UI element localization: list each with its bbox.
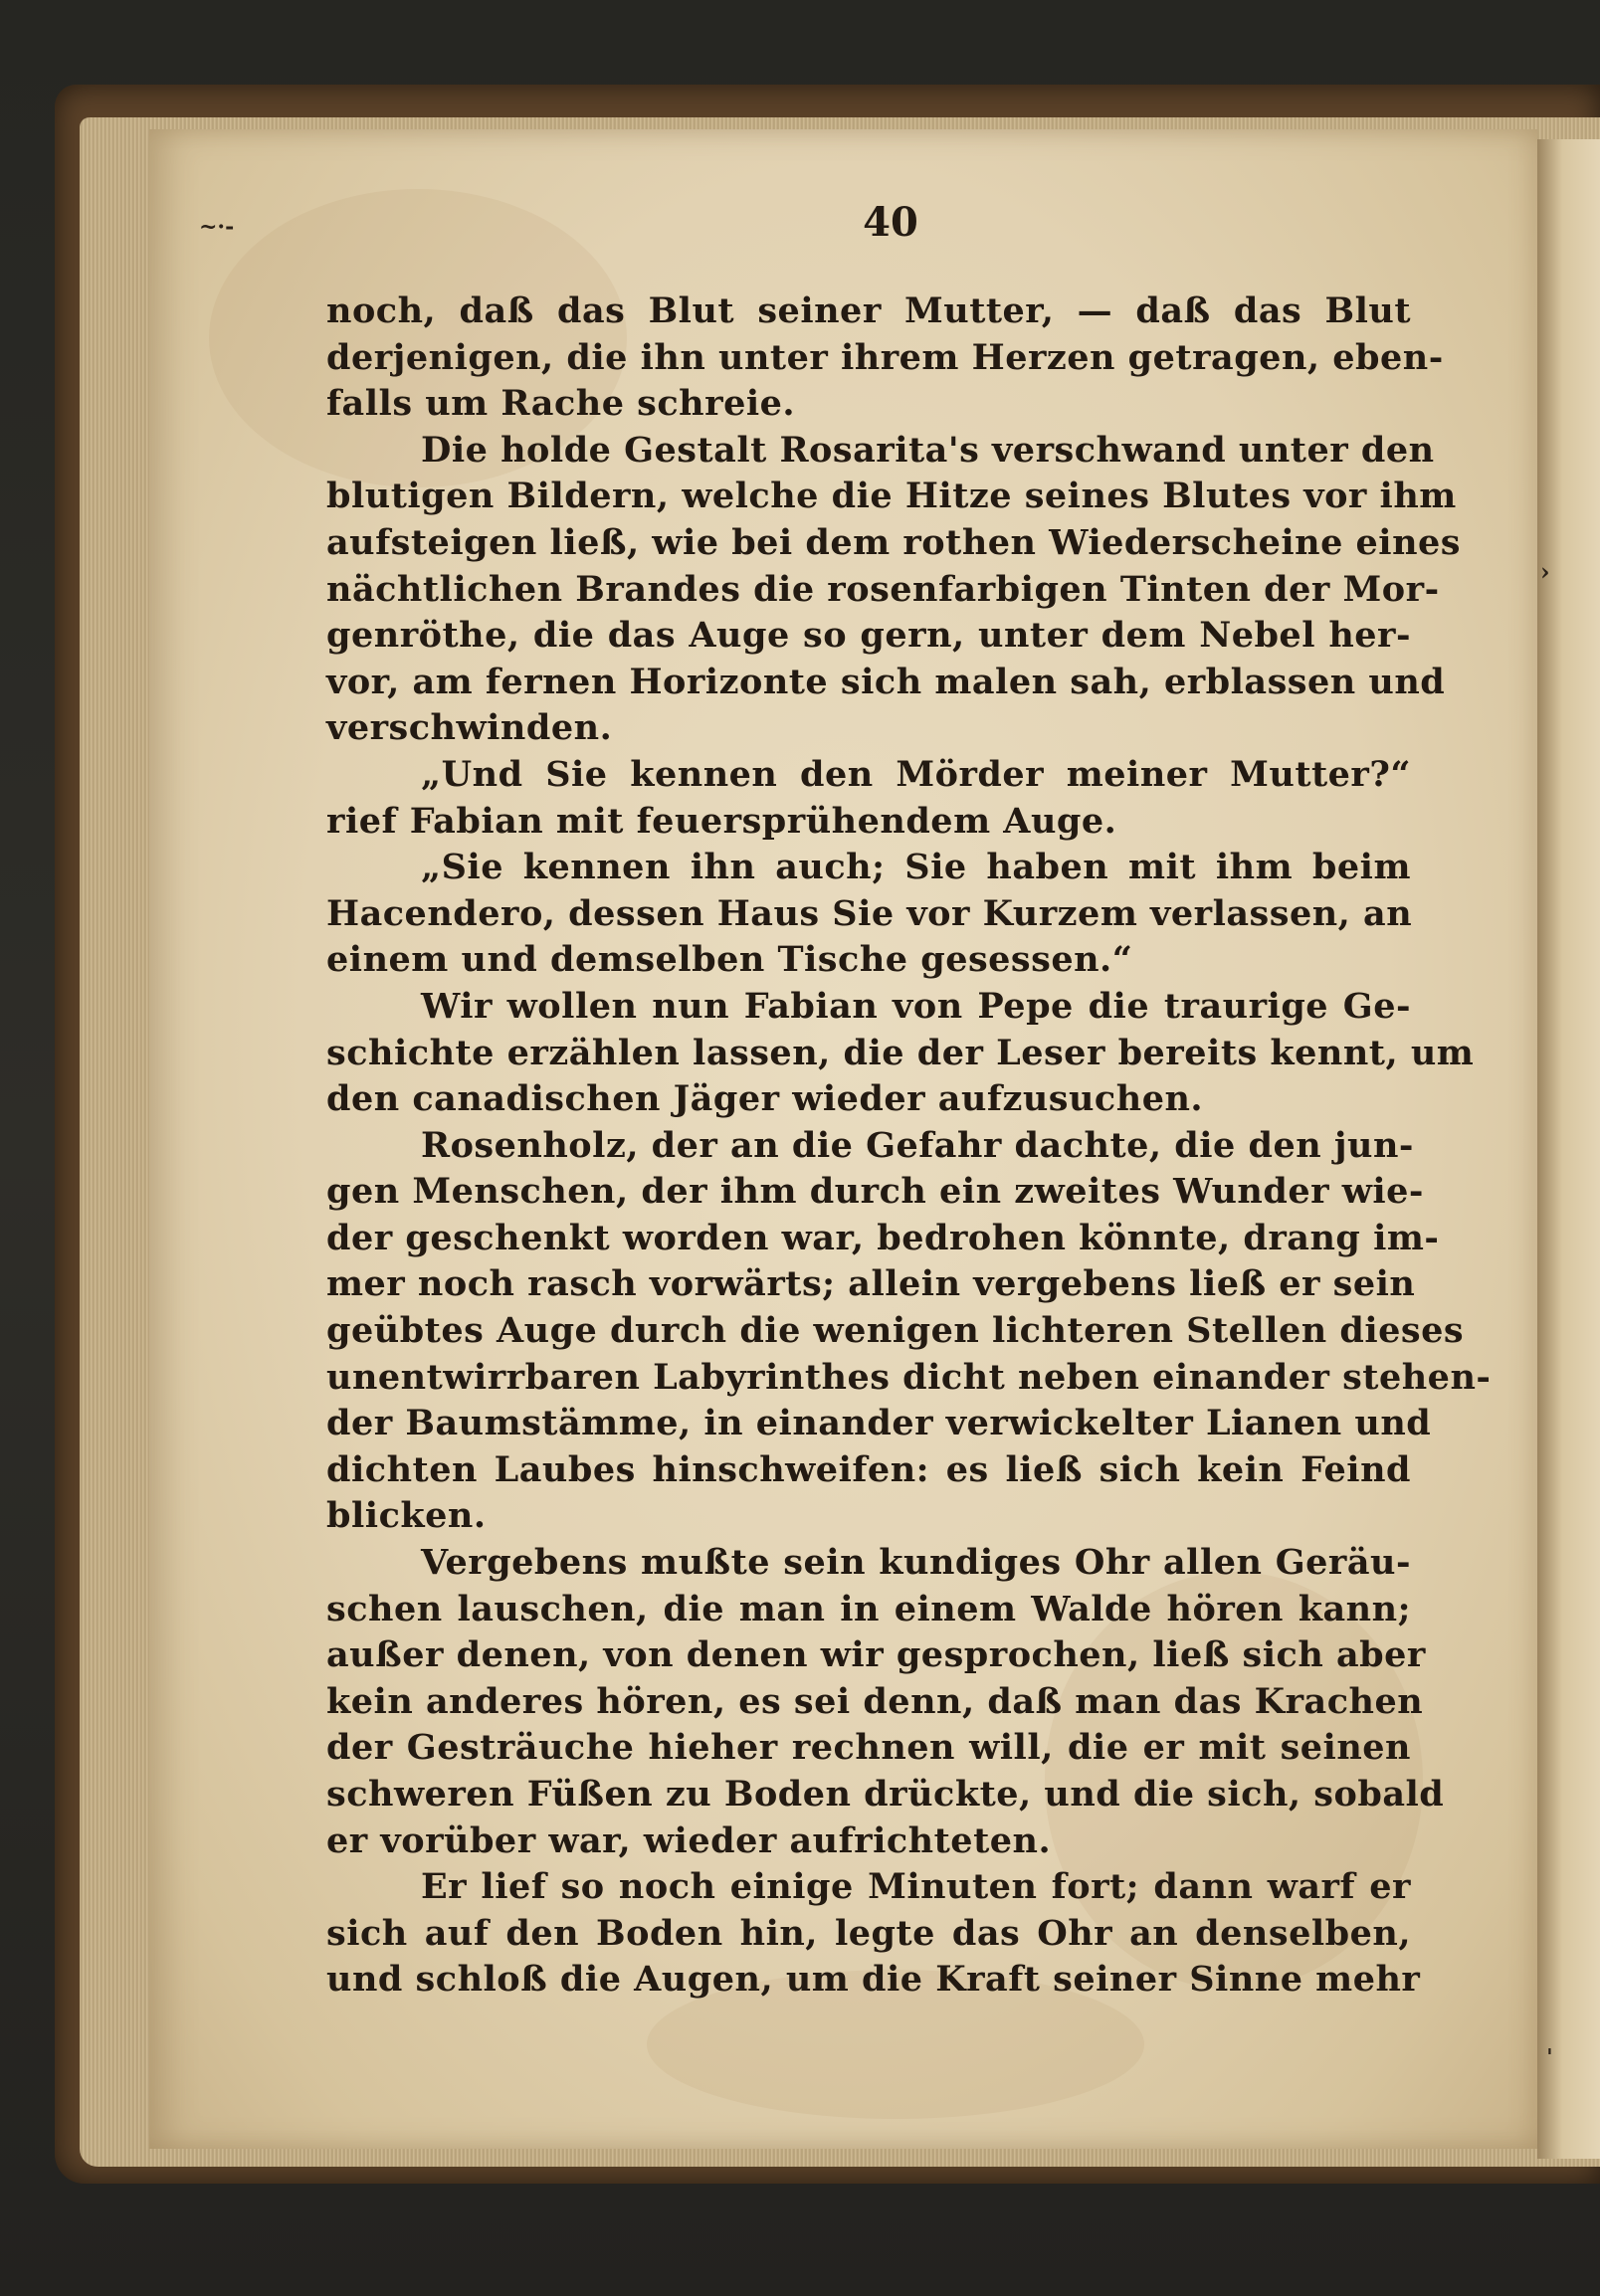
text-line: Hacendero, dessen Haus Sie vor Kurzem verlassen, an (326, 892, 1413, 934)
text-line: unentwirrbaren Labyrinthes dicht neben einander stehen- (326, 1356, 1492, 1398)
text-line: einem und demselben Tische gesessen.“ (326, 939, 1133, 981)
text-line: geübtes Auge durch die wenigen lichteren Stellen dieses (326, 1310, 1465, 1352)
text-line: schweren Füßen zu Boden drückte, und die sich, sobald (326, 1774, 1445, 1815)
text-line: der geschenkt worden war, bedrohen könnte, drang im- (326, 1217, 1440, 1258)
text-line: und schloß die Augen, um die Kraft seiner Sinne mehr (326, 1959, 1421, 2001)
facing-page-edge (1537, 139, 1600, 2159)
text-line: aufsteigen ließ, wie bei dem rothen Wiederscheine eines (326, 521, 1462, 563)
text-line: „Und Sie kennen den Mörder meiner Mutter?“ (421, 753, 1411, 795)
text-line: genröthe, die das Auge so gern, unter dem Nebel her- (326, 615, 1411, 657)
text-line: er vorüber war, wieder aufrichteten. (326, 1819, 1052, 1861)
ink-mark: › (1540, 557, 1550, 586)
page-number: 40 (863, 199, 918, 246)
text-line: rief Fabian mit feuersprühendem Auge. (326, 800, 1117, 842)
text-line: mer noch rasch vorwärts; allein vergebens ließ er sein (326, 1263, 1416, 1305)
text-line: außer denen, von denen wir gesprochen, ließ sich aber (326, 1634, 1426, 1676)
body-text (326, 288, 1492, 2004)
text-line: derjenigen, die ihn unter ihrem Herzen getragen, eben- (326, 336, 1444, 378)
text-line: Wir wollen nun Fabian von Pepe die traurige Ge- (421, 985, 1411, 1027)
text-line: Er lief so noch einige Minuten fort; dann warf er (421, 1866, 1411, 1908)
text-line: blutigen Bildern, welche die Hitze seines Blutes vor ihm (326, 476, 1457, 517)
text-line: gen Menschen, der ihm durch ein zweites Wunder wie- (326, 1171, 1424, 1213)
ink-mark: ~·- (199, 214, 235, 240)
text-line: kein anderes hören, es sei denn, daß man das Krachen (326, 1680, 1424, 1722)
text-line: dichten Laubes hinschweifen: es ließ sich kein Feind (326, 1448, 1411, 1490)
text-line: Vergebens mußte sein kundiges Ohr allen Geräu- (421, 1542, 1411, 1584)
text-line: schen lauschen, die man in einem Walde hören kann; (326, 1588, 1411, 1629)
text-line: Rosenholz, der an die Gefahr dachte, die den jun- (421, 1124, 1414, 1166)
text-line: noch, daß das Blut seiner Mutter, — daß das Blut (326, 290, 1411, 331)
ink-mark: ˌ (1546, 2029, 1553, 2058)
text-line: falls um Rache schreie. (326, 383, 796, 425)
text-line: der Gesträuche hieher rechnen will, die er mit seinen (326, 1727, 1411, 1769)
text-line: schichte erzählen lassen, die der Leser bereits kennt, um (326, 1032, 1475, 1073)
text-line: der Baumstämme, in einander verwickelter Lianen und (326, 1403, 1432, 1444)
text-line: Die holde Gestalt Rosarita's verschwand unter den (421, 429, 1435, 471)
text-line: verschwinden. (326, 707, 613, 749)
text-line: „Sie kennen ihn auch; Sie haben mit ihm beim (421, 847, 1411, 888)
text-line: blicken. (326, 1495, 487, 1537)
text-line: den canadischen Jäger wieder aufzusuchen. (326, 1078, 1204, 1120)
text-line: vor, am fernen Horizonte sich malen sah, erblassen und (326, 661, 1446, 702)
text-line: sich auf den Boden hin, legte das Ohr an denselben, (326, 1912, 1411, 1954)
text-line: nächtlichen Brandes die rosenfarbigen Tinten der Mor- (326, 568, 1440, 610)
